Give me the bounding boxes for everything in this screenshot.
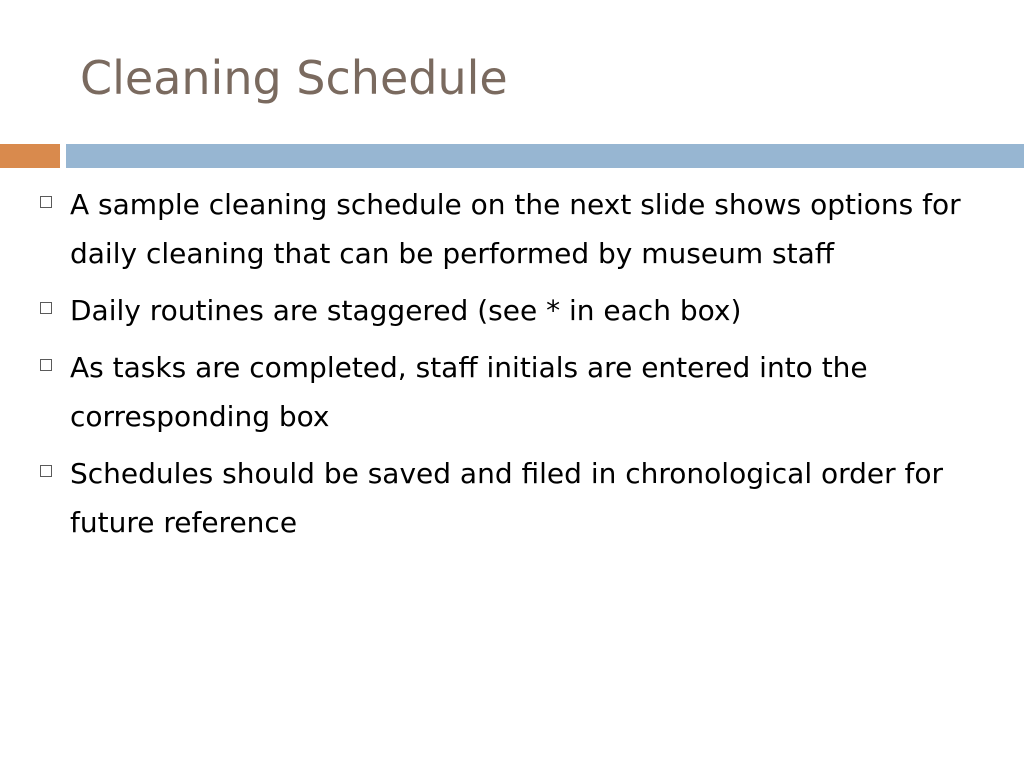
bullet-text: Daily routines are staggered (see * in each box): [70, 294, 742, 327]
bullet-item: [38, 286, 968, 335]
bullet-item: [38, 180, 968, 278]
bullet-item: [38, 343, 968, 441]
slide-title: Cleaning Schedule: [80, 51, 508, 105]
bullet-text: Schedules should be saved and filed in chronological order for future reference: [70, 457, 944, 539]
hollow-square-bullet-icon: [40, 359, 52, 371]
accent-bar-orange: [0, 144, 60, 168]
bullet-text: As tasks are completed, staff initials are entered into the corresponding box: [70, 351, 868, 433]
bullet-item: [38, 449, 968, 547]
hollow-square-bullet-icon: [40, 302, 52, 314]
accent-bar-blue: [66, 144, 1024, 168]
bullet-text: A sample cleaning schedule on the next slide shows options for daily cleaning that can be performed by museum staff: [70, 188, 961, 270]
bullet-list: [38, 180, 968, 555]
hollow-square-bullet-icon: [40, 465, 52, 477]
hollow-square-bullet-icon: [40, 196, 52, 208]
